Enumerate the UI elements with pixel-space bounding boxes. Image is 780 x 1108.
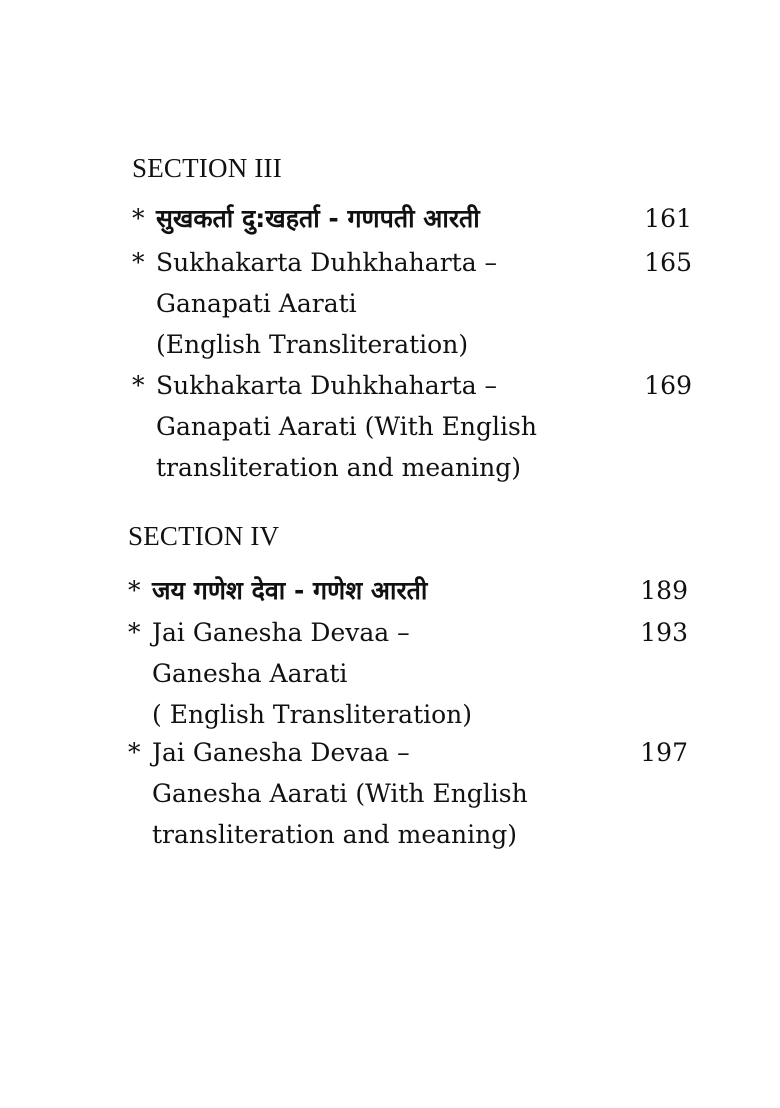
- toc-entry-ganesha-aarati-meaning[interactable]: [128, 732, 688, 855]
- bullet-asterisk: *: [128, 738, 141, 767]
- entry-title: जय गणेश देवा - गणेश आरती: [152, 576, 428, 605]
- entry-title-line-2: Ganesha Aarati: [152, 659, 348, 688]
- page-number: 161: [644, 204, 692, 233]
- toc-entry-ganesha-aarati-marathi[interactable]: [128, 570, 688, 611]
- entry-title-line-3: transliteration and meaning): [156, 453, 521, 482]
- entry-title-line-3: transliteration and meaning): [152, 820, 517, 849]
- page-number: 197: [640, 738, 688, 767]
- bullet-asterisk: *: [132, 248, 145, 277]
- entry-title-line-1: Sukhakarta Duhkhaharta –: [156, 371, 498, 400]
- entry-title-line-3: ( English Transliteration): [152, 700, 473, 729]
- toc-entry-ganapati-aarati-marathi[interactable]: [132, 198, 692, 239]
- entry-title-line-2: Ganesha Aarati (With English: [152, 779, 528, 808]
- toc-entry-ganapati-aarati-transliteration[interactable]: [132, 242, 692, 365]
- page-number: 165: [644, 248, 692, 277]
- bullet-asterisk: *: [132, 371, 145, 400]
- section-heading: SECTION III: [132, 153, 282, 183]
- bullet-asterisk: *: [132, 204, 145, 233]
- entry-title-line-1: Jai Ganesha Devaa –: [152, 738, 410, 767]
- bullet-asterisk: *: [128, 576, 141, 605]
- toc-entry-ganesha-aarati-transliteration[interactable]: [128, 612, 688, 735]
- entry-title-line-2: Ganapati Aarati: [156, 289, 357, 318]
- page-number: 189: [640, 576, 688, 605]
- entry-title-line-1: Sukhakarta Duhkhaharta –: [156, 248, 498, 277]
- page-number: 193: [640, 618, 688, 647]
- entry-title-line-2: Ganapati Aarati (With English: [156, 412, 537, 441]
- page-number: 169: [644, 371, 692, 400]
- section-heading: SECTION IV: [128, 521, 280, 551]
- entry-title: सुखकर्ता दु:खहर्ता - गणपती आरती: [156, 204, 480, 233]
- toc-entry-ganapati-aarati-meaning[interactable]: [132, 365, 692, 488]
- entry-title-line-3: (English Transliteration): [156, 330, 469, 359]
- bullet-asterisk: *: [128, 618, 141, 647]
- entry-title-line-1: Jai Ganesha Devaa –: [152, 618, 410, 647]
